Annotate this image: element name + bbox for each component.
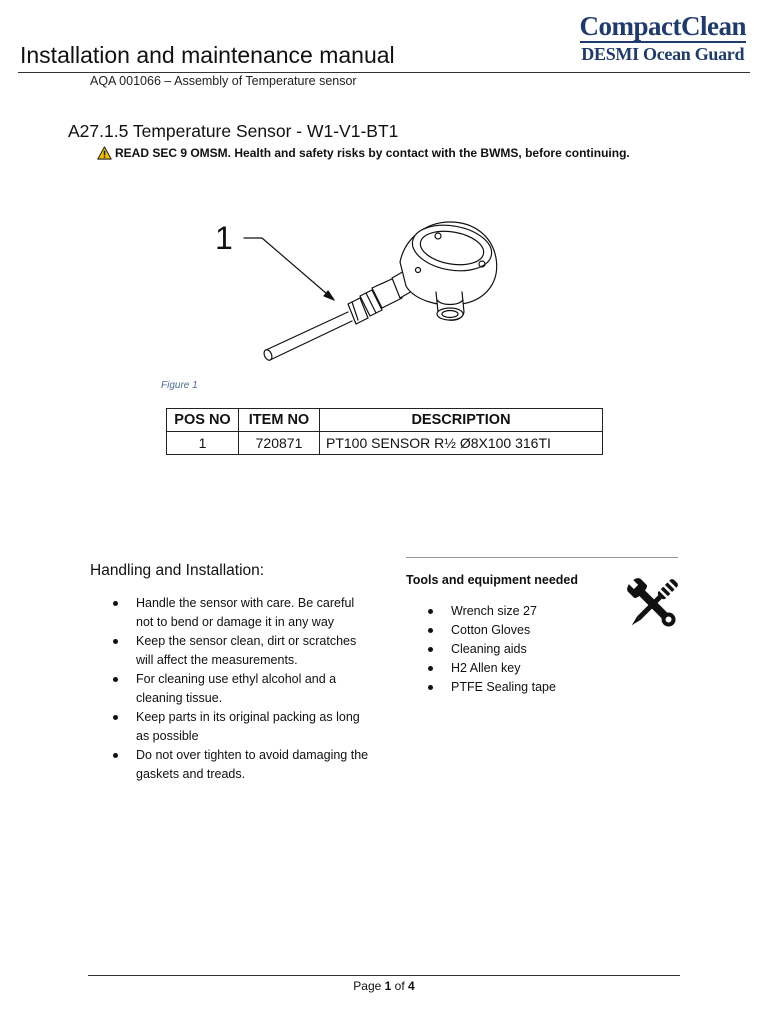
page-total: 4 <box>408 979 415 993</box>
header-divider <box>18 72 750 73</box>
list-item: Keep parts in its original packing as long as possible <box>110 708 370 746</box>
page-label: Page <box>353 979 382 993</box>
figure-caption: Figure 1 <box>161 380 198 391</box>
cell-description: PT100 SENSOR R½ Ø8X100 316TI <box>320 432 603 455</box>
list-item: Do not over tighten to avoid damaging the gaskets and treads. <box>110 746 370 784</box>
column-header-pos-no: POS NO <box>167 409 239 432</box>
page-current: 1 <box>384 979 392 993</box>
document-title: Installation and maintenance manual <box>20 42 395 68</box>
column-header-description: DESCRIPTION <box>320 409 603 432</box>
tools-list <box>425 602 625 697</box>
table-header-row <box>167 409 603 432</box>
tools-heading: Tools and equipment needed <box>406 573 579 587</box>
document-subtitle: AQA 001066 – Assembly of Temperature sensor <box>90 74 357 88</box>
list-item: H2 Allen key <box>425 659 625 678</box>
safety-warning <box>97 146 630 160</box>
list-item: For cleaning use ethyl alcohol and a cleaning tissue. <box>110 670 370 708</box>
footer-divider <box>88 975 680 976</box>
wrench-screwdriver-icon <box>624 574 682 634</box>
figure-callout-number: 1 <box>215 220 233 256</box>
tools-divider <box>406 557 678 558</box>
list-item: PTFE Sealing tape <box>425 678 625 697</box>
parts-table <box>166 408 603 455</box>
warning-text: READ SEC 9 OMSM. Health and safety risks by contact with the BWMS, before continuing. <box>115 146 630 160</box>
handling-heading: Handling and Installation: <box>90 562 265 579</box>
column-header-item-no: ITEM NO <box>239 409 320 432</box>
cell-item-no: 720871 <box>239 432 320 455</box>
list-item: Keep the sensor clean, dirt or scratches will affect the measurements. <box>110 632 370 670</box>
list-item: Wrench size 27 <box>425 602 625 621</box>
cell-pos-no: 1 <box>167 432 239 455</box>
list-item: Handle the sensor with care. Be careful not to bend or damage it in any way <box>110 594 370 632</box>
page-number <box>0 979 768 993</box>
handling-list <box>110 594 370 784</box>
brand-logo <box>580 12 746 65</box>
page-of-label: of <box>394 979 405 993</box>
brand-name-top: CompactClean <box>579 11 746 41</box>
list-item: Cleaning aids <box>425 640 625 659</box>
list-item: Cotton Gloves <box>425 621 625 640</box>
table-row <box>167 432 603 455</box>
temperature-sensor-drawing <box>200 200 520 380</box>
warning-triangle-icon <box>97 146 112 160</box>
brand-name-bottom: DESMI Ocean Guard <box>581 44 745 64</box>
section-heading: A27.1.5 Temperature Sensor - W1-V1-BT1 <box>68 121 399 141</box>
